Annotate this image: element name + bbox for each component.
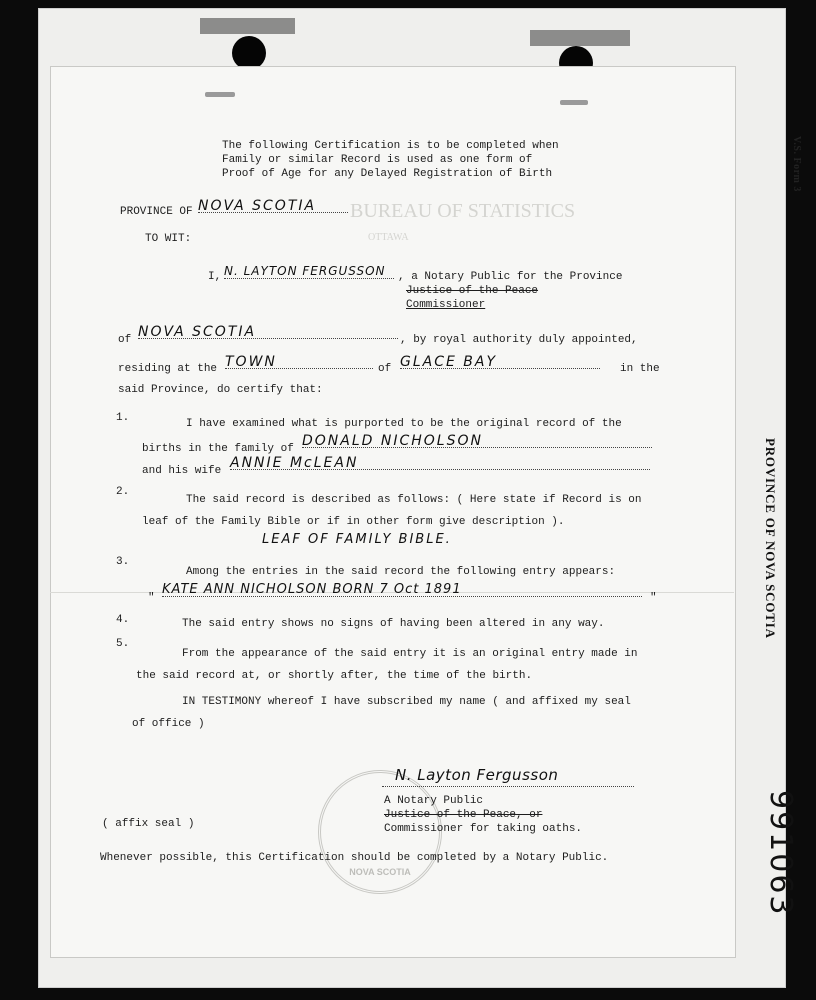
footer-note: Whenever possible, this Certification should be completed by a Notary Public. [100,852,609,864]
of-field [138,324,398,339]
mother-field [230,455,650,470]
said-province-text: said Province, do certify that: [118,384,323,396]
signature-line [382,786,634,787]
justice-struck: Justice of the Peace [406,285,539,297]
province-field [198,198,348,213]
wife-label: and his wife [142,465,222,477]
item-2-number: 2. [116,486,130,498]
notary-public-label: A Notary Public [384,795,484,807]
item-1-number: 1. [116,412,130,424]
quote-open: " [148,592,155,604]
item-1-line-2-label: births in the family of [142,443,294,455]
item-5-line-1: From the appearance of the said entry it is an original entry made in [182,648,638,660]
header-line-3: Proof of Age for any Delayed Registration of Birth [222,168,553,180]
item-2-line-2: leaf of the Family Bible or if in other form give description ). [142,516,565,528]
item-5-line-2: the said record at, or shortly after, the time of the birth. [136,670,533,682]
item-1-line-1: I have examined what is purported to be the original record of the [186,418,622,430]
province-vertical-label: PROVINCE OF NOVA SCOTIA [763,438,778,639]
mother-value: ANNIE McLEAN [230,455,650,470]
quote-close: " [650,592,657,604]
notary-text: , a Notary Public for the Province [398,271,623,283]
name-field [224,264,394,279]
record-description-value: LEAF OF FAMILY BIBLE. [262,532,452,547]
item-5-number: 5. [116,638,130,650]
reference-number: 991063 [763,790,798,917]
of-label-2: of [378,363,392,375]
tape-strip-right [530,30,630,46]
clip-mark-right [560,100,588,105]
residing-value: TOWN [225,354,373,369]
place-value: GLACE BAY [400,354,600,369]
residing-field [225,354,373,369]
item-4-line-1: The said entry shows no signs of having been altered in any way. [182,618,605,630]
place-field [400,354,600,369]
of-label: of [118,334,132,346]
notary-signature: N. Layton Fergusson [395,766,559,784]
i-label: I, [208,271,222,283]
item-3-number: 3. [116,556,130,568]
commissioner-label: Commissioner [406,299,486,311]
in-the-text: in the [620,363,660,375]
commissioner-oaths-label: Commissioner for taking oaths. [384,823,583,835]
province-value: NOVA SCOTIA [198,198,348,213]
entry-field [162,582,642,597]
residing-label: residing at the [118,363,218,375]
item-3-line-1: Among the entries in the said record the following entry appears: [186,566,616,578]
item-4-number: 4. [116,614,130,626]
form-number-label: V.S. Form 3 [791,136,802,192]
father-field [302,433,652,448]
seal-text: NOVA SCOTIA [349,867,411,877]
bleed-through-bureau: BUREAU OF STATISTICS [350,200,576,222]
affix-seal-label: ( affix seal ) [102,818,195,830]
item-2-line-1: The said record is described as follows: ( Here state if Record is on [186,494,642,506]
royal-authority-text: , by royal authority duly appointed, [400,334,638,346]
father-value: DONALD NICHOLSON [302,433,652,448]
clip-mark-left [205,92,235,97]
notary-name-value: N. LAYTON FERGUSSON [224,264,394,279]
punch-hole-left [232,36,266,70]
entry-value: KATE ANN NICHOLSON BORN 7 Oct 1891 [162,582,642,597]
province-label: PROVINCE OF [120,206,193,218]
header-line-1: The following Certification is to be completed when [222,140,559,152]
to-wit-label: TO WIT: [145,233,192,245]
testimony-line-2: of office ) [132,718,205,730]
of-value: NOVA SCOTIA [138,324,398,339]
tape-strip-left [200,18,295,34]
bleed-through-city: OTTAWA [368,232,409,243]
justice-struck-2: Justice of the Peace, or [384,809,543,821]
header-line-2: Family or similar Record is used as one form of [222,154,533,166]
testimony-line-1: IN TESTIMONY whereof I have subscribed my name ( and affixed my seal [182,696,631,708]
